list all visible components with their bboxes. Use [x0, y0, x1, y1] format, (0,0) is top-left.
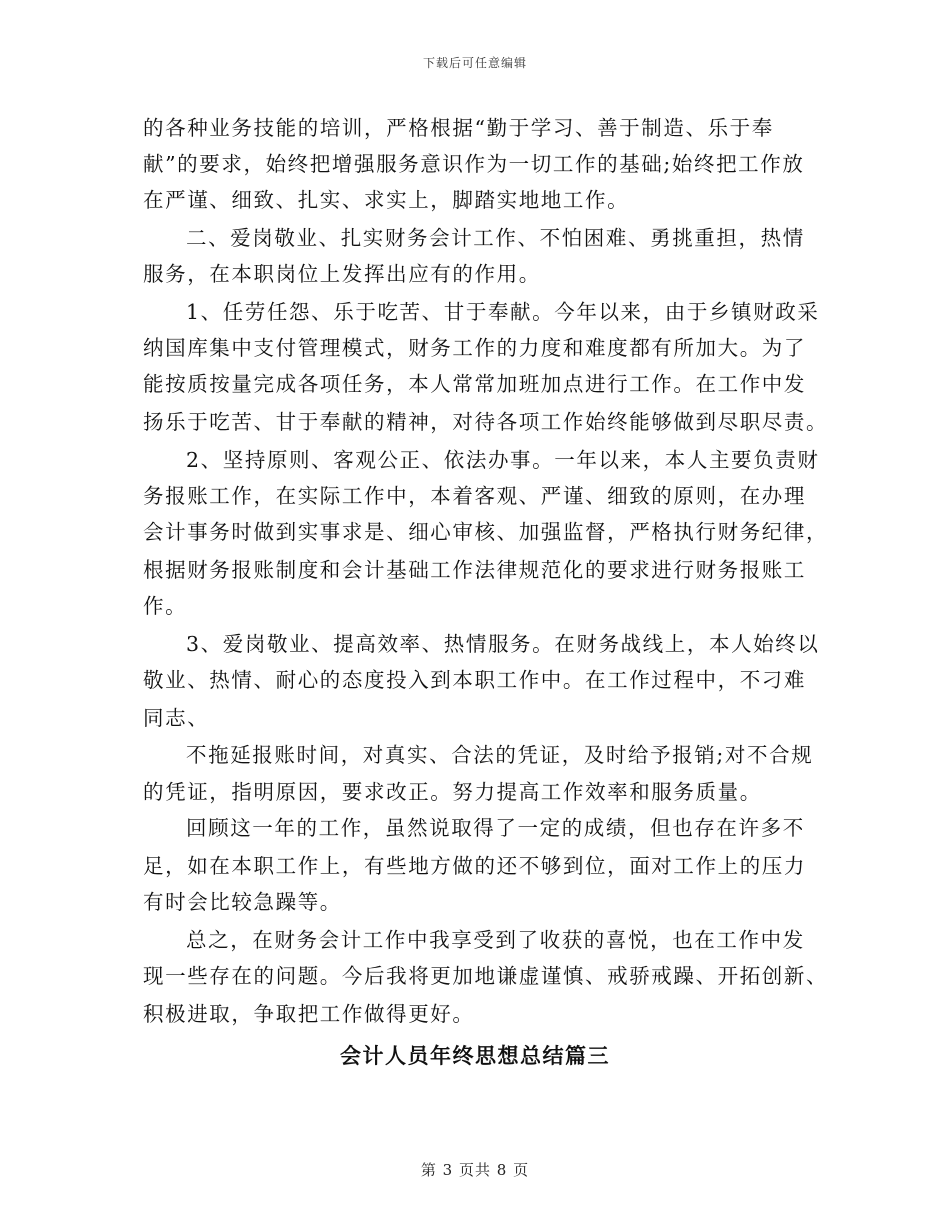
text-line: 3、爱岗敬业、提高效率、热情服务。在财务战线上，本人始终以 — [186, 632, 820, 656]
section-title: 会计人员年终思想总结篇三 — [340, 1043, 610, 1068]
text-line: 总之，在财务会计工作中我享受到了收获的喜悦，也在工作中发 — [186, 928, 805, 952]
text-line: 积极进取，争取把工作做得更好。 — [143, 1002, 475, 1026]
text-line: 的凭证，指明原因，要求改正。努力提高工作效率和服务质量。 — [143, 780, 762, 804]
text-line: 回顾这一年的工作，虽然说取得了一定的成绩，但也存在许多不 — [186, 816, 805, 840]
text-line: 会计事务时做到实事求是、细心审核、加强监督，严格执行财务纪律， — [143, 520, 829, 544]
text-line: 在严谨、细致、扎实、求实上，脚踏实地地工作。 — [143, 188, 630, 212]
text-line: 二、爱岗敬业、扎实财务会计工作、不怕困难、勇挑重担，热情 — [186, 226, 805, 250]
text-line: 2、坚持原则、客观公正、依法办事。一年以来，本人主要负责财 — [186, 448, 820, 472]
text-line: 作。 — [143, 594, 188, 618]
header-note: 下载后可任意编辑 — [422, 56, 527, 70]
text-line: 能按质按量完成各项任务，本人常常加班加点进行工作。在工作中发 — [143, 372, 806, 396]
text-line: 同志、 — [143, 706, 210, 730]
text-line: 1、任劳任怨、乐于吃苦、甘于奉献。今年以来，由于乡镇财政采 — [186, 300, 820, 324]
text-line: 服务，在本职岗位上发挥出应有的作用。 — [143, 262, 541, 286]
text-line: 务报账工作，在实际工作中，本着客观、严谨、细致的原则，在办理 — [143, 484, 806, 508]
text-line: 现一些存在的问题。今后我将更加地谦虚谨慎、戒骄戒躁、开拓创新、 — [143, 964, 829, 988]
text-line: 献”的要求，始终把增强服务意识作为一切工作的基础;始终把工作放 — [143, 152, 805, 176]
text-line: 有时会比较急躁等。 — [143, 890, 342, 914]
page-footer: 第 3 页共 8 页 — [420, 1161, 530, 1179]
text-line: 根据财务报账制度和会计基础工作法律规范化的要求进行财务报账工 — [143, 558, 806, 582]
text-line: 足，如在本职工作上，有些地方做的还不够到位，面对工作上的压力 — [143, 854, 806, 878]
text-line: 扬乐于吃苦、甘于奉献的精神，对待各项工作始终能够做到尽职尽责。 — [143, 410, 829, 434]
text-line: 的各种业务技能的培训，严格根据“勤于学习、善于制造、乐于奉 — [143, 116, 774, 140]
text-line: 纳国库集中支付管理模式，财务工作的力度和难度都有所加大。为了 — [143, 336, 806, 360]
text-line: 敬业、热情、耐心的态度投入到本职工作中。在工作过程中，不刁难 — [143, 668, 806, 692]
text-line: 不拖延报账时间，对真实、合法的凭证，及时给予报销;对不合规 — [186, 743, 814, 767]
